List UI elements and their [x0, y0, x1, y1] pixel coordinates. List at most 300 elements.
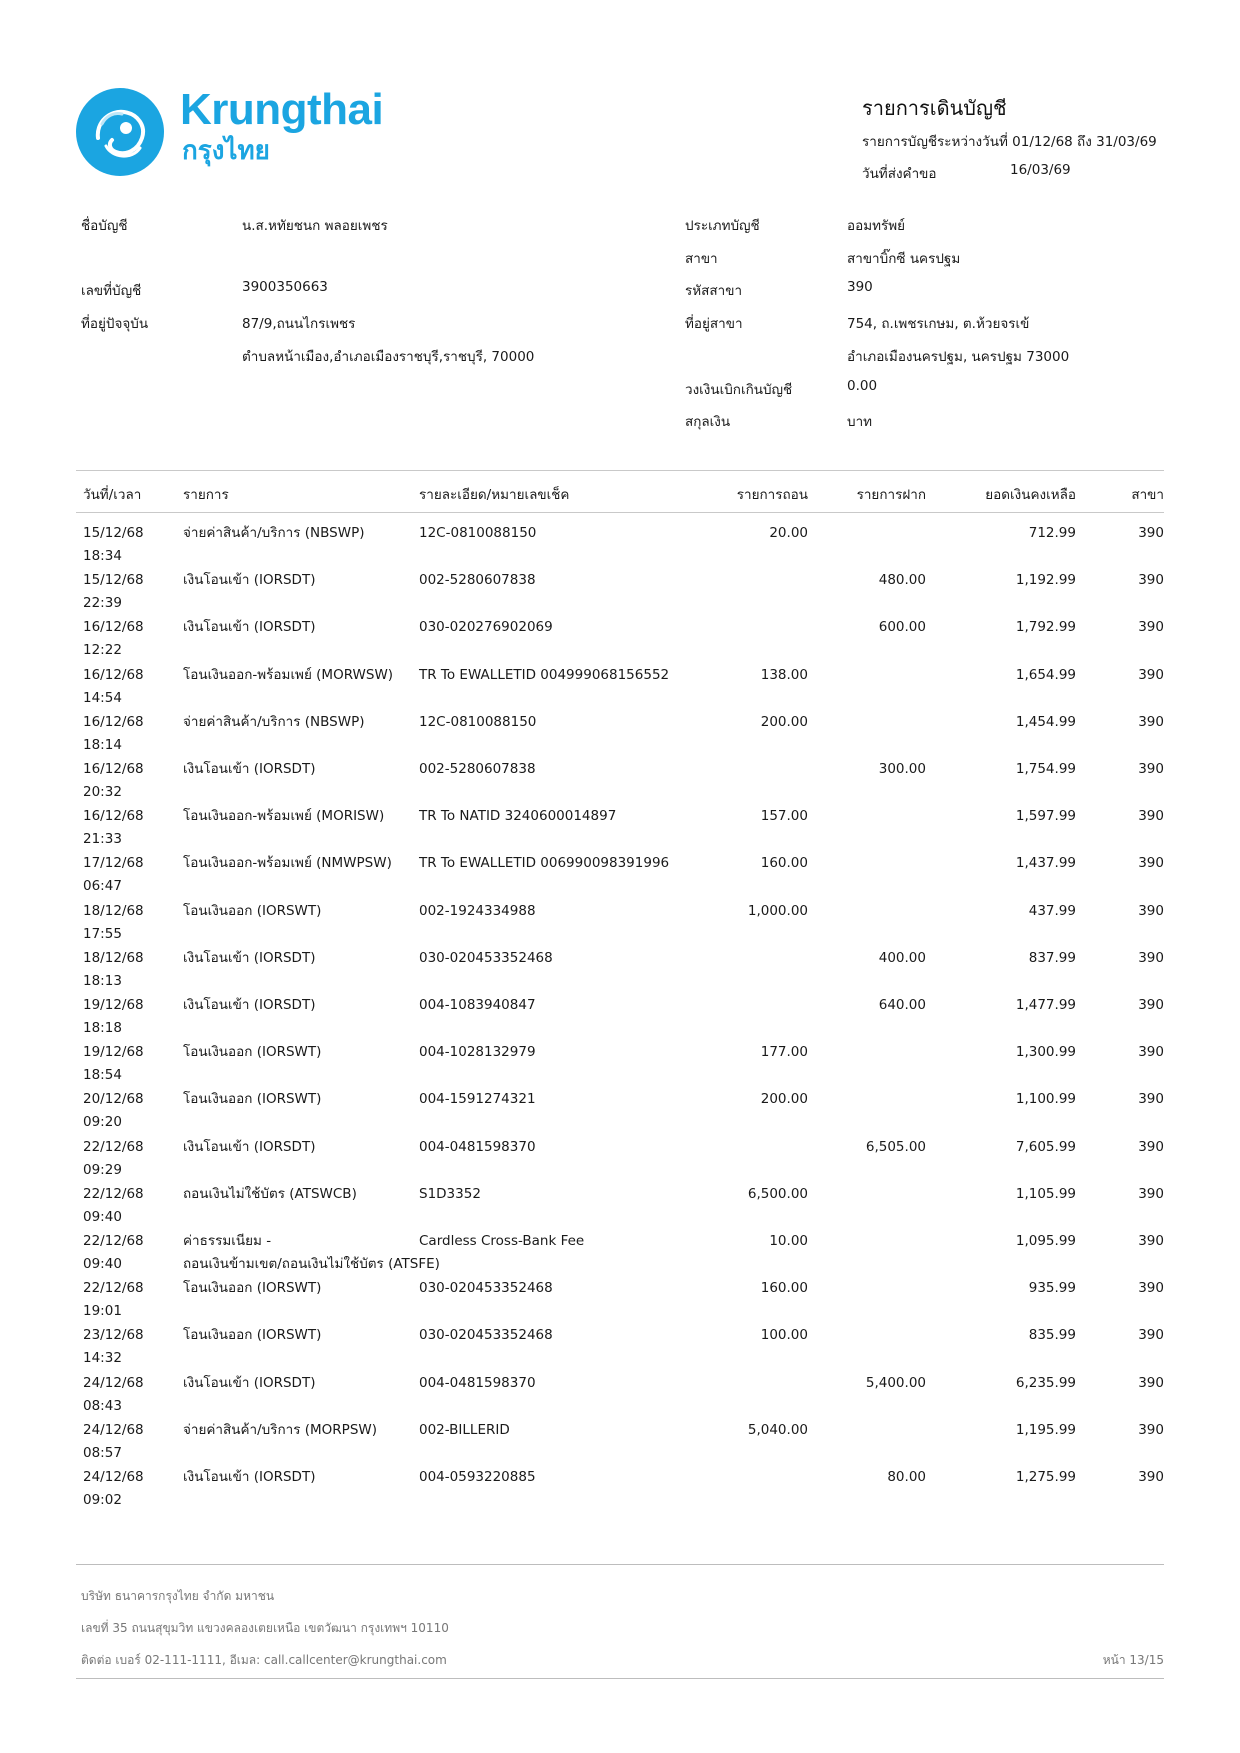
cell-date-time: 19:01 [83, 1303, 122, 1320]
cell-date-date: 19/12/68 [83, 997, 144, 1013]
cell-withdraw-withdraw: 157.00 [760, 808, 808, 825]
branch-address-line2: อำเภอเมืองนครปฐม, นครปฐม 73000 [847, 349, 1070, 365]
cell-balance [1016, 852, 1076, 875]
cell-balance-balance: 1,095.99 [1015, 1233, 1076, 1249]
cell-detail-detail: 004-0593220885 [419, 1469, 536, 1485]
cell-deposit [879, 616, 926, 639]
cell-withdraw [769, 522, 808, 545]
cell-deposit [866, 1136, 926, 1159]
cell-description-desc: ถอนเงินไม่ใช้บัตร (ATSWCB) [183, 1185, 357, 1202]
cell-date-time: 08:43 [83, 1397, 122, 1414]
cell-branch [1138, 522, 1164, 545]
cell-deposit-deposit: 300.00 [878, 761, 926, 777]
cell-withdraw-withdraw: 6,500.00 [747, 1185, 808, 1202]
cell-branch-branch: 390 [1138, 619, 1164, 636]
cell-description-desc: โอนเงินออก-พร้อมเพย์ (NMWPSW) [183, 855, 392, 872]
request-date-label: วันที่ส่งคำขอ [862, 166, 937, 182]
table-row [76, 1324, 1164, 1371]
cell-description-desc: เงินโอนเข้า (IORSDT) [183, 1469, 316, 1485]
cell-description [183, 1419, 377, 1442]
table-row [76, 947, 1164, 994]
table-row [76, 1041, 1164, 1088]
table-row [76, 569, 1164, 616]
cell-deposit-deposit: 5,400.00 [865, 1374, 926, 1391]
cell-balance-balance: 6,235.99 [1015, 1374, 1076, 1391]
cell-withdraw-withdraw: 10.00 [769, 1233, 808, 1249]
cell-balance-balance: 837.99 [1028, 949, 1076, 966]
cell-branch [1138, 994, 1164, 1017]
cell-branch [1138, 664, 1164, 687]
cell-description [183, 1136, 315, 1159]
cell-withdraw [761, 805, 808, 828]
cell-balance-balance: 7,605.99 [1015, 1138, 1076, 1155]
table-row [76, 852, 1164, 899]
cell-date-time: 09:40 [83, 1256, 122, 1272]
cell-date [83, 1277, 144, 1323]
cell-date-time: 18:54 [83, 1067, 122, 1084]
cell-description [183, 805, 384, 828]
cell-date-date: 20/12/68 [83, 1091, 144, 1108]
cell-balance-balance: 935.99 [1028, 1280, 1076, 1297]
cell-description-desc: เงินโอนเข้า (IORSDT) [183, 1374, 316, 1391]
cell-balance [1016, 805, 1076, 828]
cell-branch-branch: 390 [1138, 525, 1164, 541]
cell-date-time: 18:34 [83, 548, 122, 564]
cell-branch-branch: 390 [1138, 855, 1164, 872]
cell-deposit-deposit: 400.00 [878, 949, 926, 966]
table-row [76, 711, 1164, 758]
cell-balance [1016, 1088, 1076, 1111]
cell-date-time: 09:02 [83, 1492, 122, 1508]
table-row [76, 1466, 1164, 1513]
cell-detail-detail: 004-0481598370 [419, 1374, 536, 1391]
cell-balance [1016, 569, 1076, 592]
address-line1: 87/9,ถนนไกรเพชร [242, 316, 356, 332]
cell-branch [1138, 1324, 1164, 1347]
cell-description [183, 994, 315, 1017]
cell-balance-balance: 1,454.99 [1015, 713, 1076, 730]
cell-date [83, 1419, 144, 1465]
cell-description [183, 900, 321, 923]
cell-branch-branch: 390 [1138, 1138, 1164, 1155]
cell-branch-branch: 390 [1138, 572, 1164, 589]
cell-withdraw [748, 1183, 808, 1206]
cell-detail-detail: TR To EWALLETID 004999068156552 [419, 666, 670, 683]
overdraft-value: 0.00 [847, 378, 878, 394]
address-line2: ตำบลหน้าเมือง,อำเภอเมืองราชบุรี,ราชบุรี, 70000 [242, 349, 535, 365]
cell-deposit [879, 569, 926, 592]
col-header-deposit: รายการฝาก [856, 487, 926, 503]
cell-date-date: 22/12/68 [83, 1233, 144, 1249]
cell-branch [1138, 852, 1164, 875]
cell-withdraw [761, 852, 808, 875]
cell-withdraw-withdraw: 177.00 [760, 1044, 808, 1061]
cell-withdraw [769, 1230, 808, 1253]
cell-date [83, 711, 144, 757]
cell-date [83, 1183, 144, 1229]
cell-branch [1138, 1136, 1164, 1159]
cell-withdraw-withdraw: 160.00 [760, 1280, 808, 1297]
cell-detail [419, 994, 536, 1017]
cell-date-date: 16/12/68 [83, 619, 144, 636]
cell-description [183, 947, 315, 970]
cell-detail [419, 947, 553, 970]
branch-code-label: รหัสสาขา [685, 283, 743, 299]
cell-description-desc: โอนเงินออก (IORSWT) [183, 1044, 322, 1061]
cell-date-date: 18/12/68 [83, 902, 144, 919]
cell-withdraw-withdraw: 160.00 [760, 855, 808, 872]
cell-detail [419, 900, 536, 923]
cell-deposit-deposit: 480.00 [878, 572, 926, 589]
cell-detail-detail: 004-1083940847 [419, 997, 536, 1013]
cell-deposit [879, 947, 926, 970]
table-row [76, 1088, 1164, 1135]
cell-branch-branch: 390 [1138, 902, 1164, 919]
account-name-value: น.ส.หทัยชนก พลอยเพชร [242, 218, 388, 234]
cell-balance [1016, 664, 1076, 687]
account-number-value: 3900350663 [242, 279, 328, 295]
cell-date-date: 24/12/68 [83, 1421, 144, 1438]
currency-value: บาท [847, 414, 873, 430]
cell-date-date: 15/12/68 [83, 572, 144, 589]
cell-detail [419, 852, 669, 875]
cell-detail-detail: 12C-0810088150 [419, 713, 537, 730]
cell-branch-branch: 390 [1138, 997, 1164, 1013]
cell-description-desc: โอนเงินออก (IORSWT) [183, 1280, 322, 1297]
brand-name-th: กรุงไทย [182, 136, 270, 166]
cell-detail-detail: 030-020453352468 [419, 949, 553, 966]
cell-date-date: 22/12/68 [83, 1280, 144, 1297]
cell-branch-branch: 390 [1138, 1374, 1164, 1391]
table-row [76, 758, 1164, 805]
cell-branch [1138, 1466, 1164, 1489]
cell-withdraw [761, 1277, 808, 1300]
cell-balance [1029, 1277, 1076, 1300]
col-header-withdraw: รายการถอน [736, 487, 808, 503]
cell-branch-branch: 390 [1138, 1280, 1164, 1297]
branch-code-value: 390 [847, 279, 873, 295]
cell-date [83, 522, 144, 568]
cell-deposit [866, 1372, 926, 1395]
table-header-divider [76, 512, 1164, 513]
cell-branch [1138, 616, 1164, 639]
cell-branch-branch: 390 [1138, 713, 1164, 730]
branch-value: สาขาบิ๊กซี นครปฐม [847, 251, 961, 267]
cell-branch [1138, 711, 1164, 734]
cell-balance [1016, 1136, 1076, 1159]
cell-detail-detail: TR To NATID 3240600014897 [419, 808, 617, 825]
cell-date-date: 24/12/68 [83, 1374, 144, 1391]
cell-date-date: 16/12/68 [83, 666, 144, 683]
cell-description [183, 1466, 315, 1489]
cell-date-date: 18/12/68 [83, 949, 144, 966]
cell-description-desc: โอนเงินออก-พร้อมเพย์ (MORISW) [183, 808, 385, 825]
cell-detail [419, 1183, 481, 1206]
page-number: หน้า 13/15 [1102, 1653, 1164, 1667]
cell-balance-balance: 1,100.99 [1015, 1091, 1076, 1108]
cell-balance-balance: 1,654.99 [1015, 666, 1076, 683]
col-header-detail: รายละเอียด/หมายเลขเช็ค [419, 487, 570, 503]
cell-date-time: 14:32 [83, 1350, 122, 1367]
bank-logo-icon [76, 88, 164, 176]
cell-date [83, 805, 144, 851]
cell-description-desc: จ่ายค่าสินค้า/บริการ (NBSWP) [183, 525, 365, 541]
cell-date-time: 20:32 [83, 784, 122, 800]
brand-name-en: Krungthai [180, 85, 384, 134]
currency-label: สกุลเงิน [685, 414, 731, 430]
cell-branch-branch: 390 [1138, 808, 1164, 825]
cell-detail [419, 664, 669, 687]
branch-address-label: ที่อยู่สาขา [685, 316, 743, 332]
cell-date [83, 900, 144, 946]
cell-date [83, 1088, 144, 1134]
cell-description-desc: โอนเงินออก (IORSWT) [183, 902, 322, 919]
cell-balance [1016, 1419, 1076, 1442]
cell-description [183, 569, 315, 592]
cell-description-desc: โอนเงินออก-พร้อมเพย์ (MORWSW) [183, 666, 394, 683]
col-header-balance: ยอดเงินคงเหลือ [985, 487, 1076, 503]
cell-deposit [887, 1466, 926, 1489]
cell-description-desc: จ่ายค่าสินค้า/บริการ (NBSWP) [183, 713, 365, 730]
cell-date-date: 19/12/68 [83, 1044, 144, 1061]
cell-date-time: 12:22 [83, 642, 122, 659]
account-number-label: เลขที่บัญชี [81, 283, 142, 299]
account-type-label: ประเภทบัญชี [685, 218, 760, 234]
cell-balance-balance: 1,437.99 [1015, 855, 1076, 872]
cell-detail-detail: 002-BILLERID [419, 1421, 510, 1438]
cell-date-date: 22/12/68 [83, 1185, 144, 1202]
cell-date [83, 947, 144, 993]
cell-date [83, 616, 144, 662]
table-row [76, 1372, 1164, 1419]
cell-date-time: 18:14 [83, 736, 122, 753]
cell-balance [1029, 947, 1076, 970]
cell-balance [1016, 994, 1076, 1017]
address-label: ที่อยู่ปัจจุบัน [81, 316, 149, 332]
cell-date [83, 994, 144, 1040]
cell-date-date: 24/12/68 [83, 1469, 144, 1485]
cell-description [183, 1230, 440, 1276]
cell-withdraw-withdraw: 20.00 [769, 525, 808, 541]
table-row [76, 1230, 1164, 1277]
cell-balance [1016, 1041, 1076, 1064]
cell-description-desc: เงินโอนเข้า (IORSDT) [183, 997, 316, 1013]
cell-description [183, 758, 315, 781]
cell-withdraw-withdraw: 1,000.00 [747, 902, 808, 919]
cell-description [183, 1088, 321, 1111]
cell-description [183, 1183, 357, 1206]
cell-balance-balance: 1,275.99 [1015, 1469, 1076, 1485]
branch-address-line1: 754, ถ.เพชรเกษม, ต.ห้วยจรเข้ [847, 316, 1030, 332]
cell-deposit-deposit: 640.00 [878, 997, 926, 1013]
cell-balance-balance: 1,300.99 [1015, 1044, 1076, 1061]
cell-description [183, 711, 364, 734]
cell-date-date: 16/12/68 [83, 808, 144, 825]
table-row [76, 664, 1164, 711]
cell-withdraw-withdraw: 5,040.00 [747, 1421, 808, 1438]
cell-date [83, 569, 144, 615]
cell-detail [419, 616, 553, 639]
cell-date [83, 1230, 144, 1276]
cell-description [183, 616, 315, 639]
cell-deposit-deposit: 80.00 [887, 1469, 926, 1485]
cell-balance [1016, 1183, 1076, 1206]
cell-detail [419, 1230, 584, 1253]
cell-deposit [879, 994, 926, 1017]
cell-balance [1029, 522, 1076, 545]
footer-contact: ติดต่อ เบอร์ 02-111-1111, อีเมล: call.callcenter@krungthai.com [81, 1653, 447, 1667]
cell-date-date: 23/12/68 [83, 1327, 144, 1344]
account-type-value: ออมทรัพย์ [847, 218, 906, 234]
cell-balance-balance: 835.99 [1028, 1327, 1076, 1344]
table-row [76, 994, 1164, 1041]
cell-branch [1138, 805, 1164, 828]
cell-branch [1138, 1419, 1164, 1442]
cell-date [83, 852, 144, 898]
cell-description-desc: โอนเงินออก (IORSWT) [183, 1327, 322, 1344]
cell-description-desc: โอนเงินออก (IORSWT) [183, 1091, 322, 1108]
cell-detail-detail: TR To EWALLETID 006990098391996 [419, 855, 670, 872]
cell-branch [1138, 1372, 1164, 1395]
cell-date [83, 1466, 144, 1512]
cell-date-time: 18:18 [83, 1020, 122, 1036]
cell-detail-detail: 030-020453352468 [419, 1280, 553, 1297]
cell-branch-branch: 390 [1138, 1044, 1164, 1061]
document-title: รายการเดินบัญชี [862, 96, 1007, 120]
cell-date [83, 1136, 144, 1182]
cell-description [183, 1372, 315, 1395]
cell-withdraw-withdraw: 100.00 [760, 1327, 808, 1344]
cell-detail-detail: S1D3352 [419, 1185, 481, 1202]
cell-balance [1016, 616, 1076, 639]
table-row [76, 900, 1164, 947]
cell-branch [1138, 1041, 1164, 1064]
cell-branch-branch: 390 [1138, 1185, 1164, 1202]
cell-date-time: 21:33 [83, 831, 122, 848]
cell-date-time: 17:55 [83, 925, 122, 942]
cell-detail [419, 1041, 536, 1064]
cell-date-time: 08:57 [83, 1444, 122, 1461]
cell-balance [1016, 1372, 1076, 1395]
cell-branch [1138, 1277, 1164, 1300]
branch-label: สาขา [685, 251, 718, 267]
table-row [76, 1419, 1164, 1466]
cell-date [83, 758, 144, 804]
cell-detail [419, 1324, 553, 1347]
cell-branch-branch: 390 [1138, 666, 1164, 683]
cell-description-desc: เงินโอนเข้า (IORSDT) [183, 761, 316, 777]
cell-detail-detail: Cardless Cross-Bank Fee [419, 1233, 585, 1249]
cell-branch [1138, 947, 1164, 970]
table-row [76, 1183, 1164, 1230]
cell-balance [1029, 1324, 1076, 1347]
cell-withdraw [748, 900, 808, 923]
col-header-date: วันที่/เวลา [83, 487, 142, 503]
cell-date-time: 09:40 [83, 1208, 122, 1225]
table-row [76, 1136, 1164, 1183]
cell-balance [1016, 711, 1076, 734]
cell-date [83, 1324, 144, 1370]
cell-date-time: 09:20 [83, 1114, 122, 1131]
cell-branch [1138, 900, 1164, 923]
cell-branch [1138, 1183, 1164, 1206]
cell-withdraw [761, 1324, 808, 1347]
cell-balance [1016, 758, 1076, 781]
cell-balance-balance: 1,792.99 [1015, 619, 1076, 636]
cell-detail [419, 1372, 536, 1395]
cell-date [83, 1372, 144, 1418]
statement-period: รายการบัญชีระหว่างวันที่ 01/12/68 ถึง 31/03/69 [862, 134, 1157, 150]
cell-description [183, 664, 393, 687]
table-row [76, 522, 1164, 569]
cell-date-date: 16/12/68 [83, 713, 144, 730]
cell-detail [419, 805, 616, 828]
cell-withdraw [761, 711, 808, 734]
cell-detail [419, 1419, 510, 1442]
cell-deposit [879, 758, 926, 781]
cell-description-desc: เงินโอนเข้า (IORSDT) [183, 949, 316, 966]
cell-description [183, 852, 392, 875]
cell-description-desc: เงินโอนเข้า (IORSDT) [183, 572, 316, 589]
cell-date-date: 22/12/68 [83, 1138, 144, 1155]
cell-detail [419, 522, 536, 545]
cell-detail [419, 1466, 536, 1489]
cell-balance-balance: 1,195.99 [1015, 1421, 1076, 1438]
cell-date-time: 18:13 [83, 972, 122, 989]
cell-branch [1138, 569, 1164, 592]
cell-detail-detail: 004-1591274321 [419, 1091, 536, 1108]
cell-withdraw-withdraw: 200.00 [760, 713, 808, 730]
cell-balance [1016, 1230, 1076, 1253]
cell-branch-branch: 390 [1138, 1469, 1164, 1485]
cell-branch-branch: 390 [1138, 1091, 1164, 1108]
cell-withdraw [761, 1088, 808, 1111]
cell-withdraw [748, 1419, 808, 1442]
cell-description [183, 1324, 321, 1347]
cell-withdraw [761, 1041, 808, 1064]
cell-date-time: 14:54 [83, 689, 122, 706]
cell-description [183, 1277, 321, 1300]
cell-balance [1016, 1466, 1076, 1489]
cell-branch-branch: 390 [1138, 1233, 1164, 1249]
account-name-label: ชื่อบัญชี [81, 218, 128, 234]
cell-detail [419, 758, 536, 781]
cell-date [83, 664, 144, 710]
col-header-desc: รายการ [183, 487, 229, 503]
request-date-value: 16/03/69 [1010, 162, 1071, 178]
cell-detail-detail: 002-1924334988 [419, 902, 536, 919]
cell-balance-balance: 1,754.99 [1015, 761, 1076, 777]
cell-withdraw-withdraw: 138.00 [760, 666, 808, 683]
col-header-branch: สาขา [1131, 487, 1164, 503]
cell-branch [1138, 1230, 1164, 1253]
cell-balance-balance: 1,477.99 [1015, 997, 1076, 1013]
footer-divider-bottom [76, 1678, 1164, 1679]
cell-withdraw-withdraw: 200.00 [760, 1091, 808, 1108]
cell-detail [419, 1277, 553, 1300]
footer-address: เลขที่ 35 ถนนสุขุมวิท แขวงคลองเตยเหนือ เขตวัฒนา กรุงเทพฯ 10110 [81, 1621, 449, 1635]
cell-withdraw [761, 664, 808, 687]
cell-branch [1138, 758, 1164, 781]
overdraft-label: วงเงินเบิกเกินบัญชี [685, 382, 793, 398]
cell-detail-detail: 004-0481598370 [419, 1138, 536, 1155]
cell-balance-balance: 1,105.99 [1015, 1185, 1076, 1202]
cell-detail [419, 569, 536, 592]
cell-balance-balance: 437.99 [1028, 902, 1076, 919]
cell-date-time: 09:29 [83, 1161, 122, 1178]
cell-date-time: 22:39 [83, 595, 122, 612]
cell-branch [1138, 1088, 1164, 1111]
